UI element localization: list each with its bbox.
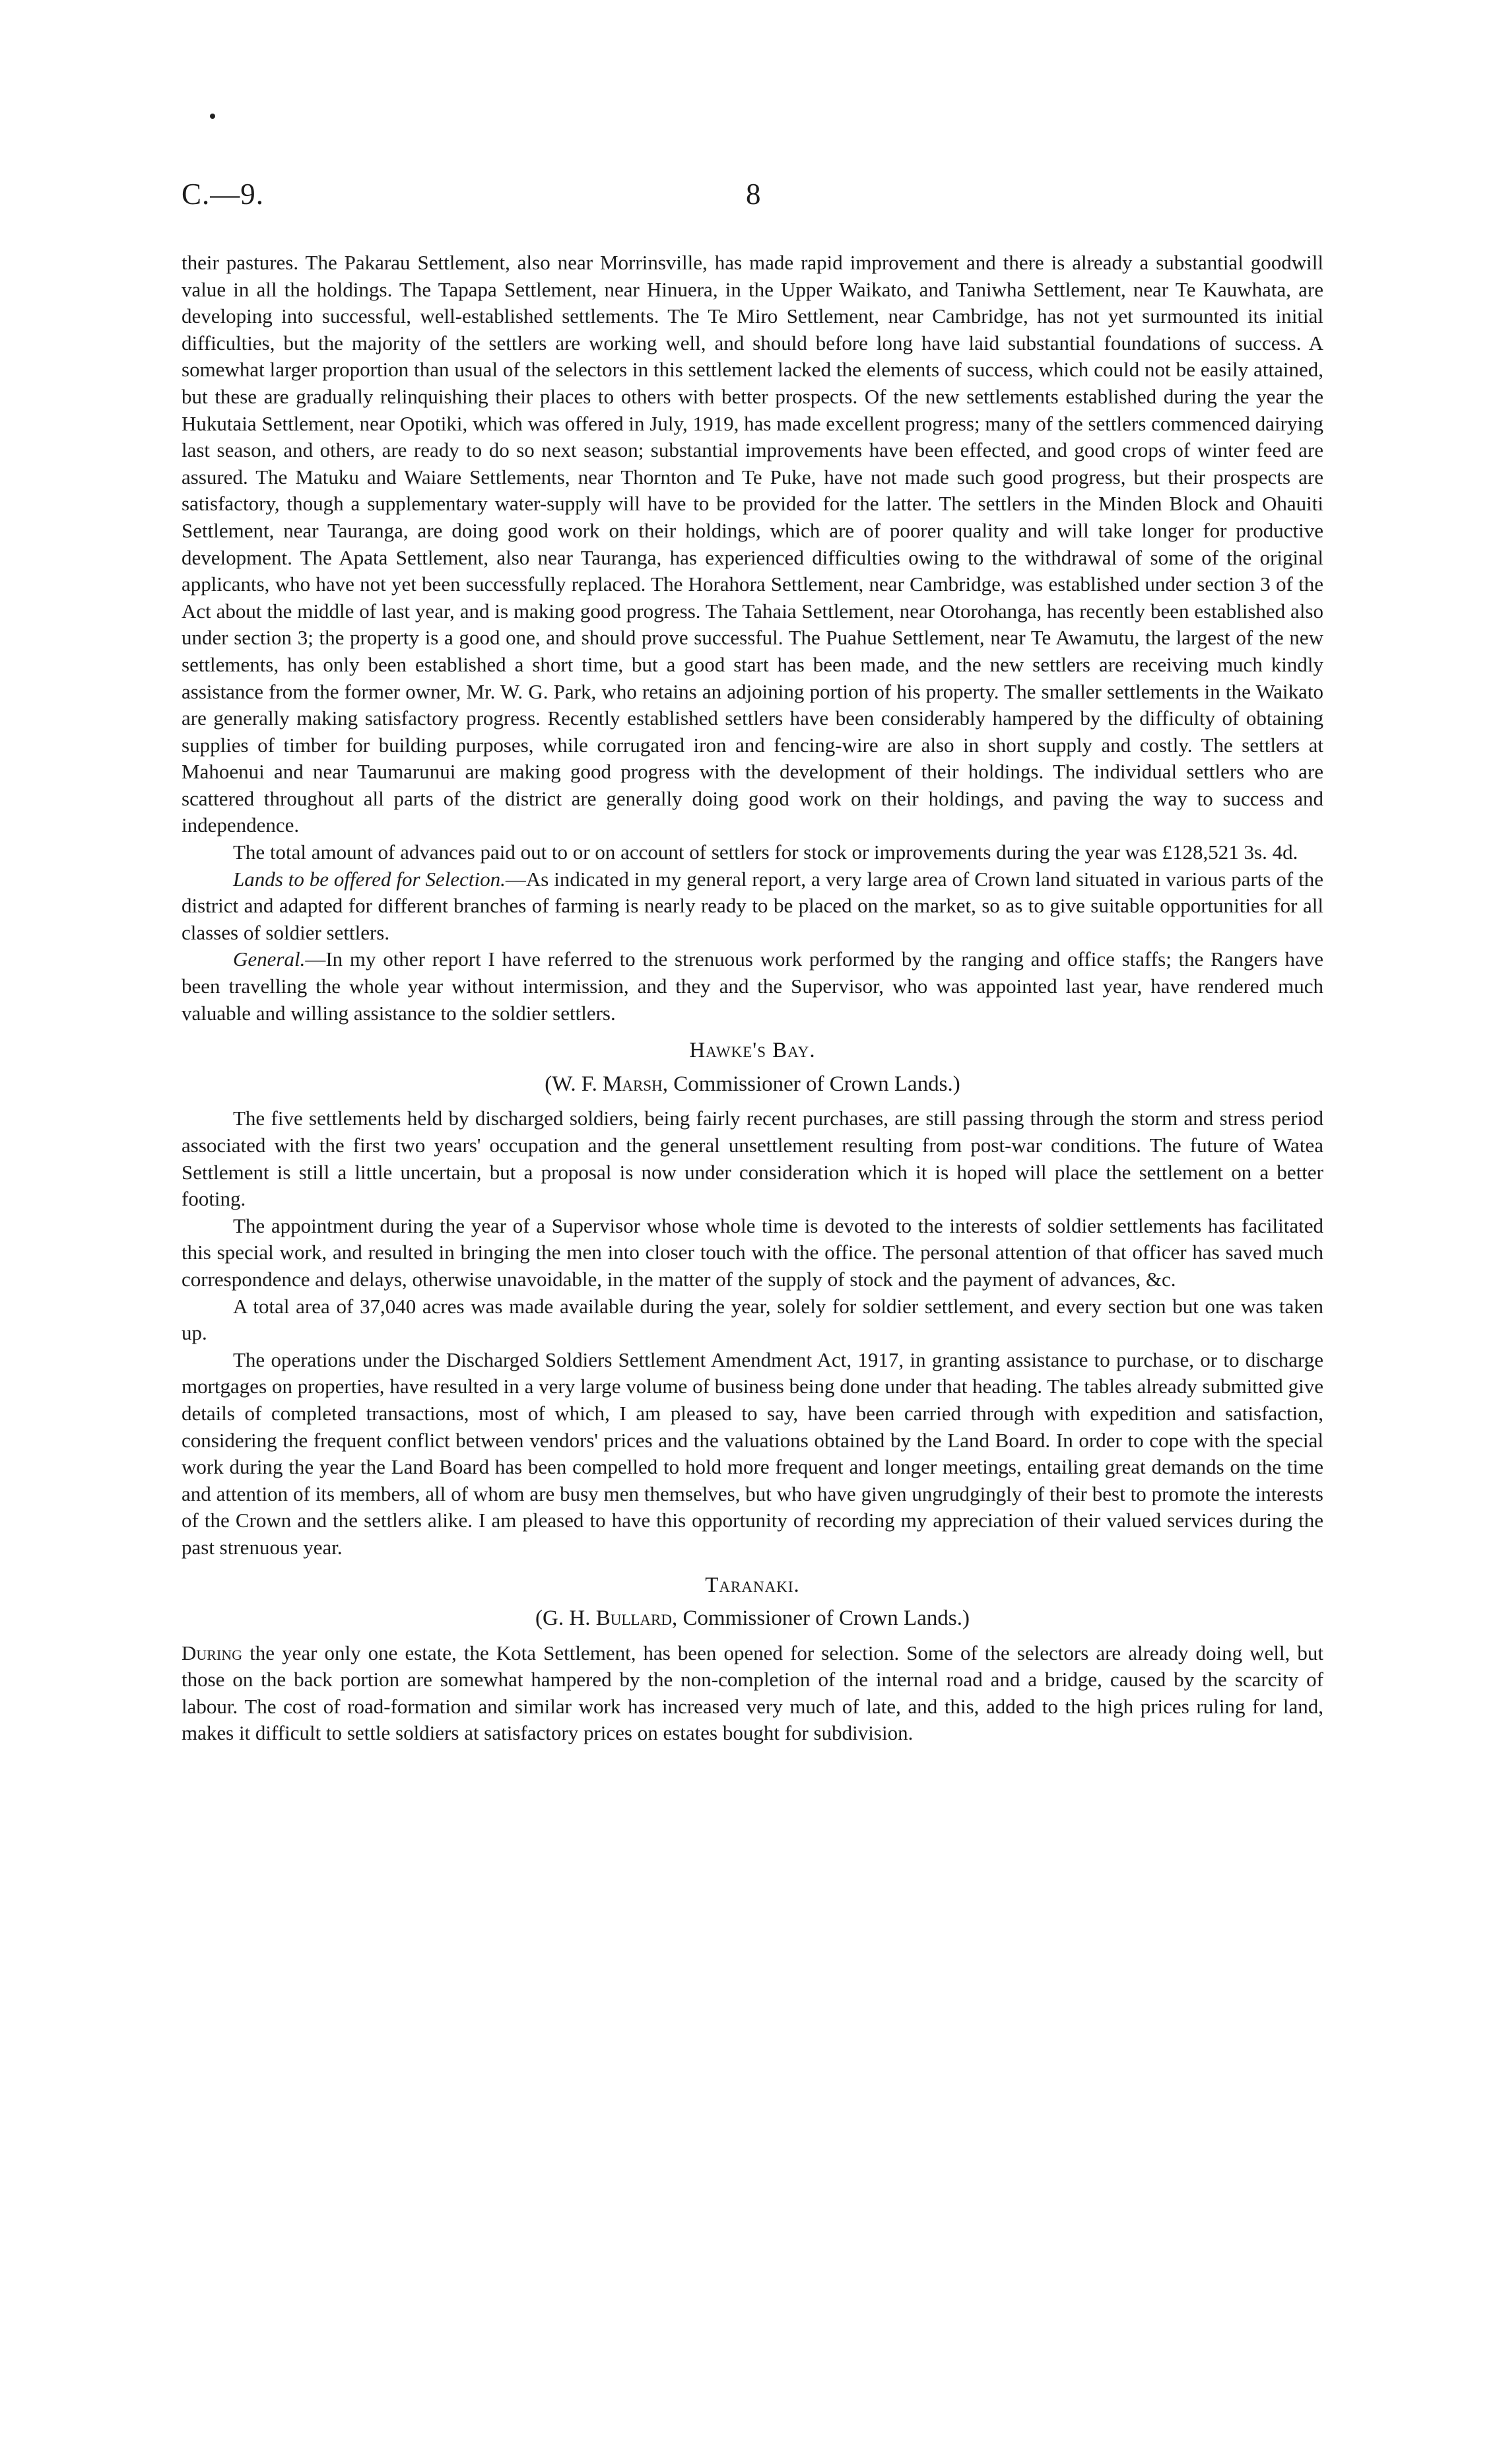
hawkes-bay-commissioner bbox=[182, 1071, 1323, 1098]
lands-selection-label: Lands to be offered for Selection. bbox=[233, 867, 506, 891]
hawkes-bay-paragraph-1: The five settlements held by discharged soldiers, being fairly recent purchases, are still passing through the storm and stress period associated with the first two years' occupation and the general unsettlement resulting from post-war conditions. The future of Watea Settlement is still a little uncertain, but a proposal is now under consideration which it is hoped will place the settlement on a better footing. bbox=[182, 1107, 1323, 1211]
page-header bbox=[182, 177, 1323, 230]
taranaki-lead-word: During bbox=[182, 1641, 243, 1664]
taranaki-commissioner bbox=[182, 1605, 1323, 1632]
margin-dot bbox=[210, 114, 215, 119]
taranaki-commissioner-open: (G. H. bbox=[535, 1606, 596, 1631]
hawkes-bay-commissioner-open: (W. F. bbox=[545, 1072, 603, 1096]
waikato-paragraph-1: their pastures. The Pakarau Settlement, also near Morrinsville, has made rapid improvement and there is already a substantial goodwill value in all the holdings. The Tapapa Settlement, near Hinuera, in the Upper Waikato, and Taniwha Settlement, near Te Kauwhata, are developing into successful, well-established settlements. The Te Miro Settlement, near Cambridge, has not yet surmounted its initial difficulties, but the majority of the settlers are working well, and should before long have laid substantial foundations of success. A somewhat larger proportion than usual of the selectors in this settlement lacked the elements of success, which could not be easily attained, but these are gradually relinquishing their places to others with better prospects. Of the new settlements established during the year the Hukutaia Settlement, near Opotiki, which was offered in July, 1919, has made excellent progress; many of the settlers commenced dairying last season, and others, are ready to do so next season; substantial improvements have been effected, and good crops of winter feed are assured. The Matuku and Waiare Settlements, near Thornton and Te Puke, have not made such good progress, but their prospects are satisfactory, though a supplementary water-supply will have to be provided for the latter. The settlers in the Minden Block and Ohauiti Settlement, near Tauranga, are doing good work on their holdings, which are of poorer quality and will take longer for productive development. The Apata Settlement, also near Tauranga, has experienced difficulties owing to the withdrawal of some of the original applicants, who have not yet been successfully replaced. The Horahora Settlement, near Cambridge, was established under section 3 of the Act about the middle of last year, and is making good progress. The Tahaia Settlement, near Otorohanga, has recently been established also under section 3; the property is a good one, and should prove successful. The Puahue Settlement, near Te Awamutu, the largest of the new settlements, has only been established a short time, but a good start has been made, and the new settlers are receiving much kindly assistance from the former owner, Mr. W. G. Park, who retains an adjoining portion of his property. The smaller settlements in the Waikato are generally making satisfactory progress. Recently established settlers have been considerably hampered by the difficulty of obtaining supplies of timber for building purposes, while corrugated iron and fencing-wire are also in short supply and costly. The settlers at Mahoenui and near Taumarunui are making good progress with the development of their holdings. The individual settlers who are scattered throughout all parts of the district are generally doing good work on their holdings, and paving the way to success and independence. bbox=[182, 251, 1323, 837]
taranaki-heading-text: Taranaki. bbox=[705, 1573, 800, 1597]
taranaki-commissioner-close: , Commissioner of Crown Lands.) bbox=[671, 1606, 970, 1631]
page-number: 8 bbox=[746, 178, 761, 211]
hawkes-bay-commissioner-name: Marsh bbox=[603, 1072, 663, 1096]
taranaki-paragraph-1 bbox=[182, 1640, 1323, 1747]
body-text bbox=[182, 250, 1323, 1747]
hawkes-bay-paragraph-3: A total area of 37,040 acres was made available during the year, solely for soldier settlement, and every section but one was taken up. bbox=[182, 1294, 1323, 1345]
taranaki-commissioner-name: Bullard bbox=[595, 1606, 672, 1631]
general-paragraph bbox=[182, 946, 1323, 1027]
hawkes-bay-commissioner-close: , Commissioner of Crown Lands.) bbox=[662, 1072, 960, 1096]
taranaki-paragraph-1-text: the year only one estate, the Kota Settlement, has been opened for selection. Some of the selectors are already doing well, but those on the back portion are somewhat hampered by the non-completion of the internal road and a bridge, caused by the scarcity of labour. The cost of road-formation and similar work has increased very much of late, and this, added to the high prices ruling for land, makes it difficult to settle soldiers at satisfactory prices on estates bought for subdivision. bbox=[182, 1641, 1323, 1745]
document-reference: C.—9. bbox=[182, 178, 265, 211]
waikato-paragraph-2: The total amount of advances paid out to or on account of settlers for stock or improvements during the year was £128,521 3s. 4d. bbox=[233, 840, 1298, 864]
taranaki-heading bbox=[182, 1572, 1323, 1599]
general-label: General. bbox=[233, 947, 306, 971]
general-text: —In my other report I have referred to the strenuous work performed by the ranging and office staffs; the Rangers have been travelling the whole year without intermission, and they and the Supervisor, who was appointed last year, have rendered much valuable and willing assistance to the soldier settlers. bbox=[182, 947, 1323, 1025]
hawkes-bay-paragraph-2: The appointment during the year of a Supervisor whose whole time is devoted to the interests of soldier settlements has facilitated this special work, and resulted in bringing the men into closer touch with the office. The personal attention of that officer has saved much correspondence and delays, otherwise unavoidable, in the matter of the supply of stock and the payment of advances, &c. bbox=[182, 1214, 1323, 1291]
hawkes-bay-heading-text: Hawke's Bay. bbox=[689, 1039, 816, 1063]
lands-selection-text: —As indicated in my general report, a very large area of Crown land situated in various parts of the district and adapted for different branches of farming is nearly ready to be placed on the market, so as to give suitable opportunities for all classes of soldier settlers. bbox=[182, 867, 1323, 944]
lands-selection-paragraph bbox=[182, 866, 1323, 947]
hawkes-bay-paragraph-4: The operations under the Discharged Soldiers Settlement Amendment Act, 1917, in granting assistance to purchase, or to discharge mortgages on properties, have resulted in a very large volume of business being done under that heading. The tables already submitted give details of completed transactions, most of which, I am pleased to say, have been carried through with expedition and satisfaction, considering the frequent conflict between vendors' prices and the valuations obtained by the Land Board. In order to cope with the special work during the year the Land Board has been compelled to hold more frequent and longer meetings, entailing great demands on the time and attention of its members, all of whom are busy men themselves, but who have given ungrudgingly of their best to promote the interests of the Crown and the settlers alike. I am pleased to have this opportunity of recording my appreciation of their valued services during the past strenuous year. bbox=[182, 1348, 1323, 1559]
hawkes-bay-heading bbox=[182, 1037, 1323, 1064]
